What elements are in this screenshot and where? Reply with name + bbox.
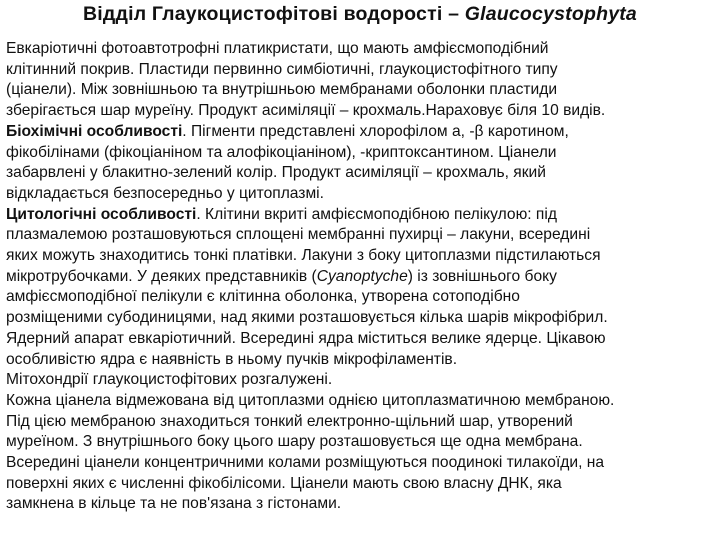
text-line: фікобілінами (фікоціаніном та алофікоціаніном), -криптоксантином. Ціанели [6,143,557,161]
text-line: розміщеними субодиницями, над якими розташовується кілька шарів мікрофібрил. [6,309,608,327]
text-fragment: . Пігменти представлені хлорофілом а, -β каротином, [182,122,569,140]
text-line: Евкаріотичні фотоавтотрофні платикристати, що мають амфієсмоподібний [6,40,549,57]
text-line: Мітохондрії глаукоцистофітових розгалужені. [6,371,333,389]
title-latin-name: Glaucocystophyta [464,3,637,25]
text-line: клітинний покрив. Пластиди первинно симбіотичні, глаукоцистофітного типу [6,60,558,78]
text-line-cytological [6,205,714,226]
text-line: поверхні яких є численні фікобілісоми. Ціанели мають свою власну ДНК, яка [6,474,562,492]
body-text [6,39,714,515]
cytological-heading: Цитологічні особливості [6,205,197,223]
title-prefix: Відділ Глаукоцистофітові водорості – [83,3,465,25]
genus-name-cyanoptyche: Cyanoptyche [316,267,408,285]
text-line: відкладається безпосередньо у цитоплазмі. [6,184,324,202]
text-fragment: . Клітини вкриті амфієсмоподібною пелікулою: під [196,205,557,223]
text-line: Під цією мембраною знаходиться тонкий електронно-щільний шар, утворений [6,412,573,430]
text-fragment: мікротрубочками. У деяких представників ( [6,267,317,285]
text-line: зберігається шар муреїну. Продукт асиміляції – крохмаль.Нараховує біля 10 видів. [6,102,606,120]
text-line-biochemical [6,122,714,143]
text-line: яких можуть знаходитись тонкі платівки. Лакуни з боку цитоплазми підстилаються [6,247,601,265]
text-line: (ціанели). Між зовнішньою та внутрішньою мембранами оболонки пластиди [6,81,558,99]
text-line: плазмалемою розташовуються сплощені мембранні пухирці – лакуни, всередині [6,226,591,244]
text-line: замкнена в кільце та не пов'язана з гістонами. [6,495,342,513]
text-line: амфієсмоподібної пелікули є клітинна оболонка, утворена сотоподібно [6,288,520,306]
text-line: Кожна ціанела відмежована від цитоплазми однією цитоплазматичною мембраною. [6,391,615,409]
text-line-cyanoptyche [6,267,714,288]
text-line: Ядерний апарат евкаріотичний. Всередині ядра міститься велике ядерце. Цікавою [6,329,606,347]
text-line: Всередині ціанели концентричними колами розміщуються поодинокі тилакоїди, на [6,454,605,472]
slide-title [6,2,714,26]
text-line: забарвлені у блакитно-зелений колір. Продукт асиміляції – крохмаль, який [6,164,546,182]
text-fragment: ) із зовнішнього боку [407,267,557,285]
text-line: муреїном. З внутрішнього боку цього шару розташовується ще одна мембрана. [6,433,583,451]
biochemical-heading: Біохімічні особливості [6,122,183,140]
text-line: особливістю ядра є наявність в ньому пучків мікрофіламентів. [6,350,458,368]
